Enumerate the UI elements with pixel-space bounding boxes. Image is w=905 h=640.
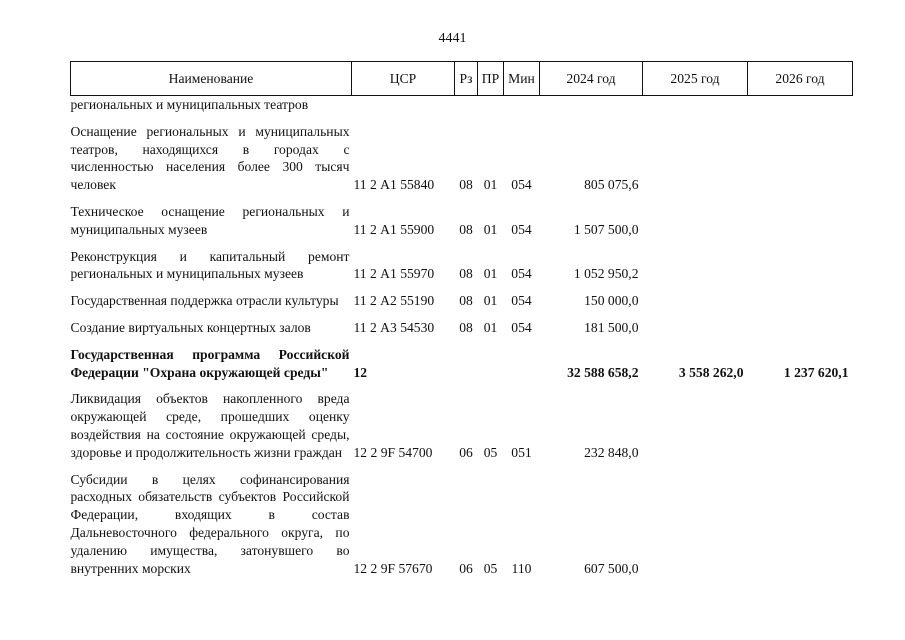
header-name: Наименование	[71, 62, 352, 96]
header-pr: ПР	[478, 62, 504, 96]
table-row	[71, 319, 853, 346]
row-min: 054	[511, 177, 532, 193]
row-pr: 01	[483, 293, 498, 309]
row-2025	[643, 123, 748, 203]
row-2024: 1 052 950,2	[573, 266, 639, 282]
header-csr: ЦСР	[352, 62, 455, 96]
row-name: Ликвидация объектов накопленного вреда окружающей среде, прошедших оценку воздействия на состояние окружающей среды, здоровье и продолжительность жизни граждан	[70, 391, 350, 460]
table-row	[71, 96, 853, 123]
row-name: региональных и муниципальных театров	[70, 97, 309, 112]
row-2025	[643, 319, 748, 346]
row-2024: 1 507 500,0	[573, 221, 639, 237]
row-csr: 11 2 А2 55190	[353, 293, 435, 309]
table-header-row	[71, 62, 853, 96]
header-rz: Рз	[455, 62, 478, 96]
row-2024: 805 075,6	[584, 177, 639, 193]
row-2026	[748, 96, 853, 123]
row-2026	[748, 292, 853, 319]
row-csr: 12 2 9F 57670	[353, 560, 433, 576]
row-rz	[455, 96, 478, 123]
row-2025: 3 558 262,0	[678, 364, 744, 380]
row-rz: 08	[459, 293, 473, 309]
row-rz: 08	[459, 319, 473, 335]
row-2024: 150 000,0	[584, 293, 639, 309]
row-min	[504, 346, 540, 391]
row-2026	[748, 123, 853, 203]
row-2025	[643, 471, 748, 578]
row-name: Реконструкция и капитальный ремонт региональных и муниципальных музеев	[70, 248, 350, 282]
row-name: Оснащение региональных и муниципальных театров, находящихся в городах с численностью населения более 300 тысяч человек	[70, 123, 350, 193]
row-min: 054	[511, 221, 532, 237]
header-2024: 2024 год	[540, 62, 643, 96]
row-2026	[748, 248, 853, 293]
row-pr	[478, 346, 504, 391]
row-rz: 08	[459, 177, 473, 193]
row-2024	[540, 96, 643, 123]
row-rz	[455, 346, 478, 391]
row-csr: 11 2 А1 55840	[353, 177, 435, 193]
row-2025	[643, 390, 748, 470]
row-pr: 01	[483, 177, 498, 193]
row-pr: 01	[483, 266, 498, 282]
row-name: Создание виртуальных концертных залов	[70, 319, 311, 335]
table-row	[71, 203, 853, 248]
row-min: 054	[511, 293, 532, 309]
page-number: 4441	[438, 31, 467, 46]
row-min: 110	[511, 560, 532, 576]
row-2024: 181 500,0	[584, 319, 639, 335]
row-2026	[748, 203, 853, 248]
row-rz: 06	[459, 444, 473, 460]
row-rz: 08	[459, 266, 473, 282]
table-row	[71, 292, 853, 319]
row-pr: 05	[483, 560, 498, 576]
header-2025: 2025 год	[643, 62, 748, 96]
row-name: Государственная поддержка отрасли культуры	[70, 293, 339, 309]
row-2026: 1 237 620,1	[783, 364, 849, 380]
row-csr: 11 2 А3 54530	[353, 319, 435, 335]
row-pr: 01	[483, 319, 498, 335]
header-min: Мин	[504, 62, 540, 96]
row-2026	[748, 390, 853, 470]
row-2024: 607 500,0	[584, 560, 639, 576]
row-2026	[748, 471, 853, 578]
table-row	[71, 123, 853, 203]
row-2024: 232 848,0	[584, 444, 639, 460]
row-name: Государственная программа Российской Федерации "Охрана окружающей среды"	[70, 346, 350, 380]
row-min: 051	[511, 444, 532, 460]
row-2025	[643, 203, 748, 248]
row-csr: 11 2 А1 55900	[353, 221, 435, 237]
budget-table	[70, 61, 853, 577]
table-row	[71, 471, 853, 578]
row-2026	[748, 319, 853, 346]
row-csr: 12	[353, 364, 368, 380]
table-row	[71, 390, 853, 470]
row-pr: 05	[483, 444, 498, 460]
header-2026: 2026 год	[748, 62, 853, 96]
row-2025	[643, 96, 748, 123]
row-2025	[643, 248, 748, 293]
row-csr	[352, 96, 455, 123]
row-min: 054	[511, 319, 532, 335]
row-csr: 11 2 А1 55970	[353, 266, 435, 282]
row-pr	[478, 96, 504, 123]
row-2025	[643, 292, 748, 319]
row-name: Техническое оснащение региональных и муниципальных музеев	[70, 203, 350, 237]
table-row-program-total	[71, 346, 853, 391]
row-pr: 01	[483, 221, 498, 237]
row-rz: 06	[459, 560, 473, 576]
row-min: 054	[511, 266, 532, 282]
row-csr: 12 2 9F 54700	[353, 444, 433, 460]
row-min	[504, 96, 540, 123]
table-row	[71, 248, 853, 293]
row-rz: 08	[459, 221, 473, 237]
row-name: Субсидии в целях софинансирования расходных обязательств субъектов Российской Федерации, входящих в состав Дальневосточного федерального округа, по удалению имущества, затонувшего во внутренних морских	[70, 471, 350, 576]
row-2024: 32 588 658,2	[567, 364, 639, 380]
